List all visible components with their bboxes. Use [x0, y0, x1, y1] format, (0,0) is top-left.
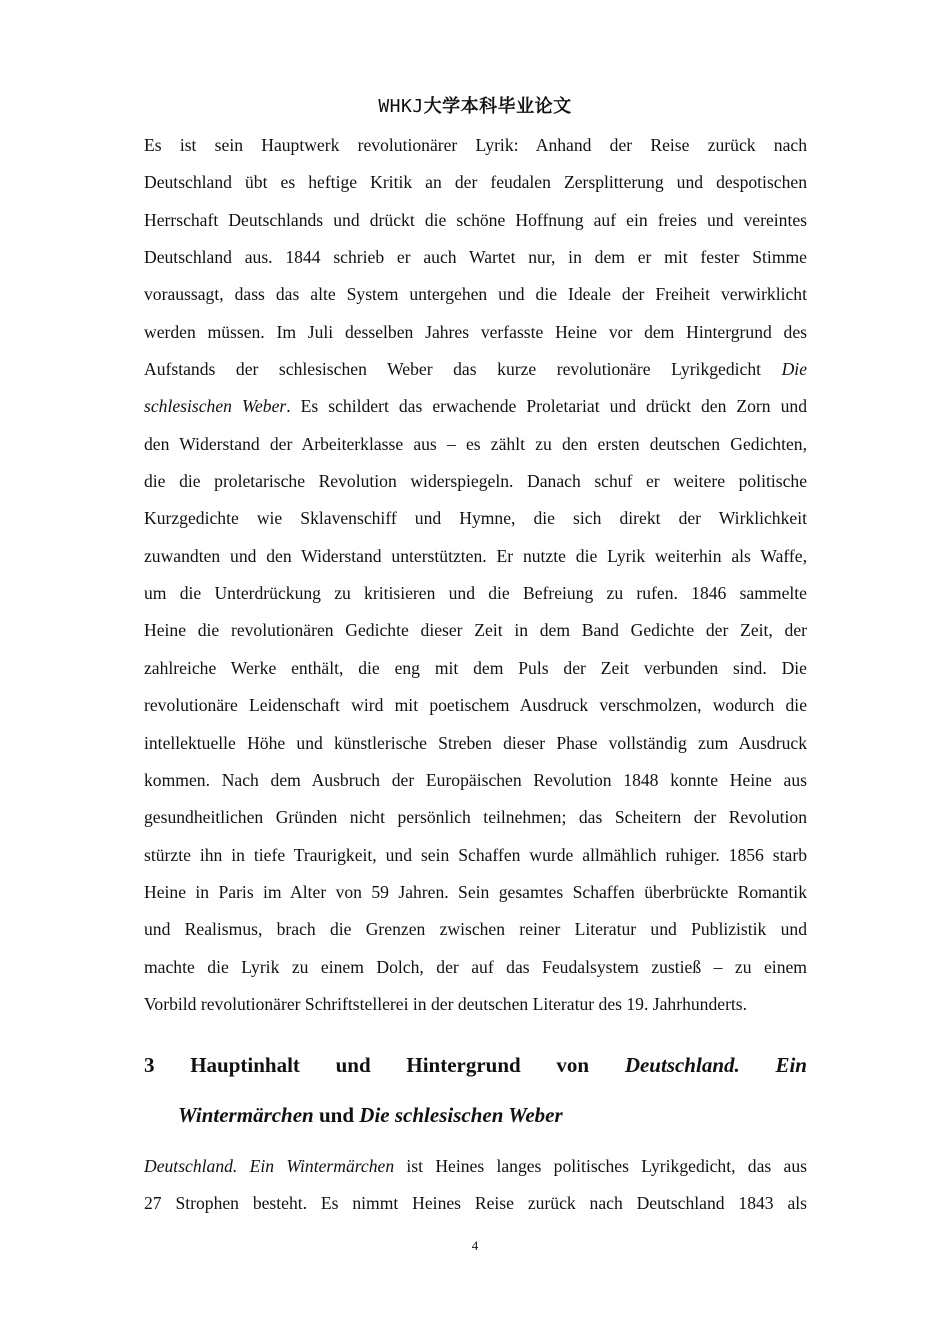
text-line: voraussagt, dass das alte System untergehen und die Ideale der Freiheit verwirklicht [144, 284, 807, 305]
section-heading [144, 1040, 807, 1140]
text-line: Deutschland aus. 1844 schrieb er auch Wartet nur, in dem er mit fester Stimme [144, 247, 807, 268]
text-line: intellektuelle Höhe und künstlerische Streben dieser Phase vollständig zum Ausdruck [144, 732, 807, 753]
header-title: 大学本科毕业论文 [423, 96, 572, 117]
text-line: revolutionäre Leidenschaft wird mit poetischem Ausdruck verschmolzen, wodurch die [144, 695, 807, 716]
text-line: und Realismus, brach die Grenzen zwischen reiner Literatur und Publizistik und [144, 919, 807, 940]
heading-word: Hauptinhalt [190, 1053, 300, 1077]
text-segment: ist Heines langes politisches Lyrikgedicht, das aus [406, 1156, 807, 1176]
poem-title: Die [781, 359, 807, 380]
heading-word: Hintergrund [406, 1053, 521, 1077]
heading-title-word: Wintermärchen [178, 1103, 314, 1127]
text-line: machte die Lyrik zu einem Dolch, der auf das Feudalsystem zustieß – zu einem [144, 956, 807, 977]
heading-word: und [319, 1103, 355, 1127]
text-line: Kurzgedichte wie Sklavenschiff und Hymne, die sich direkt der Wirklichkeit [144, 508, 807, 529]
text-line [144, 1148, 807, 1185]
heading-title: Die schlesischen Weber [359, 1103, 563, 1127]
header-latin: WHKJ [378, 96, 424, 117]
text-line: Herrschaft Deutschlands und drückt die schöne Hoffnung auf ein freies und vereintes [144, 209, 807, 230]
heading-title-word: Ein [775, 1053, 807, 1077]
heading-title-word: Deutschland. [624, 1053, 740, 1077]
text-line: stürzte ihn in tiefe Traurigkeit, und sein Schaffen wurde allmählich ruhiger. 1856 starb [144, 844, 807, 865]
page-header [0, 94, 950, 120]
heading-line-1 [144, 1040, 807, 1090]
heading-word: und [335, 1053, 371, 1077]
text-line: Es ist sein Hauptwerk revolutionärer Lyrik: Anhand der Reise zurück nach [144, 135, 807, 155]
section-number: 3 [144, 1053, 155, 1077]
text-line: zahlreiche Werke enthält, die eng mit dem Puls der Zeit verbunden sind. Die [144, 657, 807, 678]
text-line: Heine in Paris im Alter von 59 Jahren. Sein gesamtes Schaffen überbrückte Romantik [144, 881, 807, 902]
body-paragraph-2 [144, 1148, 807, 1223]
text-line: Deutschland übt es heftige Kritik an der feudalen Zersplitterung und despotischen [144, 172, 807, 193]
text-line: Vorbild revolutionärer Schriftstellerei in der deutschen Literatur des 19. Jahrhunderts. [144, 993, 748, 1014]
text-segment: . Es schildert das erwachende Proletariat und drückt den Zorn und [286, 396, 807, 417]
text-line: zuwandten und den Widerstand unterstützten. Er nutzte die Lyrik weiterhin als Waffe, [144, 545, 807, 566]
text-line: werden müssen. Im Juli desselben Jahres verfasste Heine vor dem Hintergrund des [144, 321, 807, 342]
heading-word: von [556, 1053, 590, 1077]
text-segment: Aufstands der schlesischen Weber das kurze revolutionäre Lyrikgedicht [144, 359, 762, 380]
text-line: 27 Strophen besteht. Es nimmt Heines Reise zurück nach Deutschland 1843 als [144, 1193, 807, 1214]
text-line [144, 388, 807, 425]
text-line [144, 351, 807, 388]
text-line: um die Unterdrückung zu kritisieren und die Befreiung zu rufen. 1846 sammelte [144, 583, 807, 604]
poem-title: schlesischen Weber [144, 396, 287, 417]
heading-line-2 [144, 1090, 807, 1140]
work-title: Deutschland. Ein Wintermärchen [144, 1156, 395, 1176]
text-line: die die proletarische Revolution widerspiegeln. Danach schuf er weitere politische [144, 471, 807, 492]
page-number: 4 [471, 1238, 479, 1253]
text-line: gesundheitlichen Gründen nicht persönlich teilnehmen; das Scheitern der Revolution [144, 807, 807, 828]
body-paragraph-1 [144, 127, 807, 1023]
text-line: den Widerstand der Arbeiterklasse aus – es zählt zu den ersten deutschen Gedichten, [144, 433, 807, 454]
text-line: Heine die revolutionären Gedichte dieser Zeit in dem Band Gedichte der Zeit, der [144, 620, 807, 641]
text-line: kommen. Nach dem Ausbruch der Europäischen Revolution 1848 konnte Heine aus [144, 769, 807, 790]
